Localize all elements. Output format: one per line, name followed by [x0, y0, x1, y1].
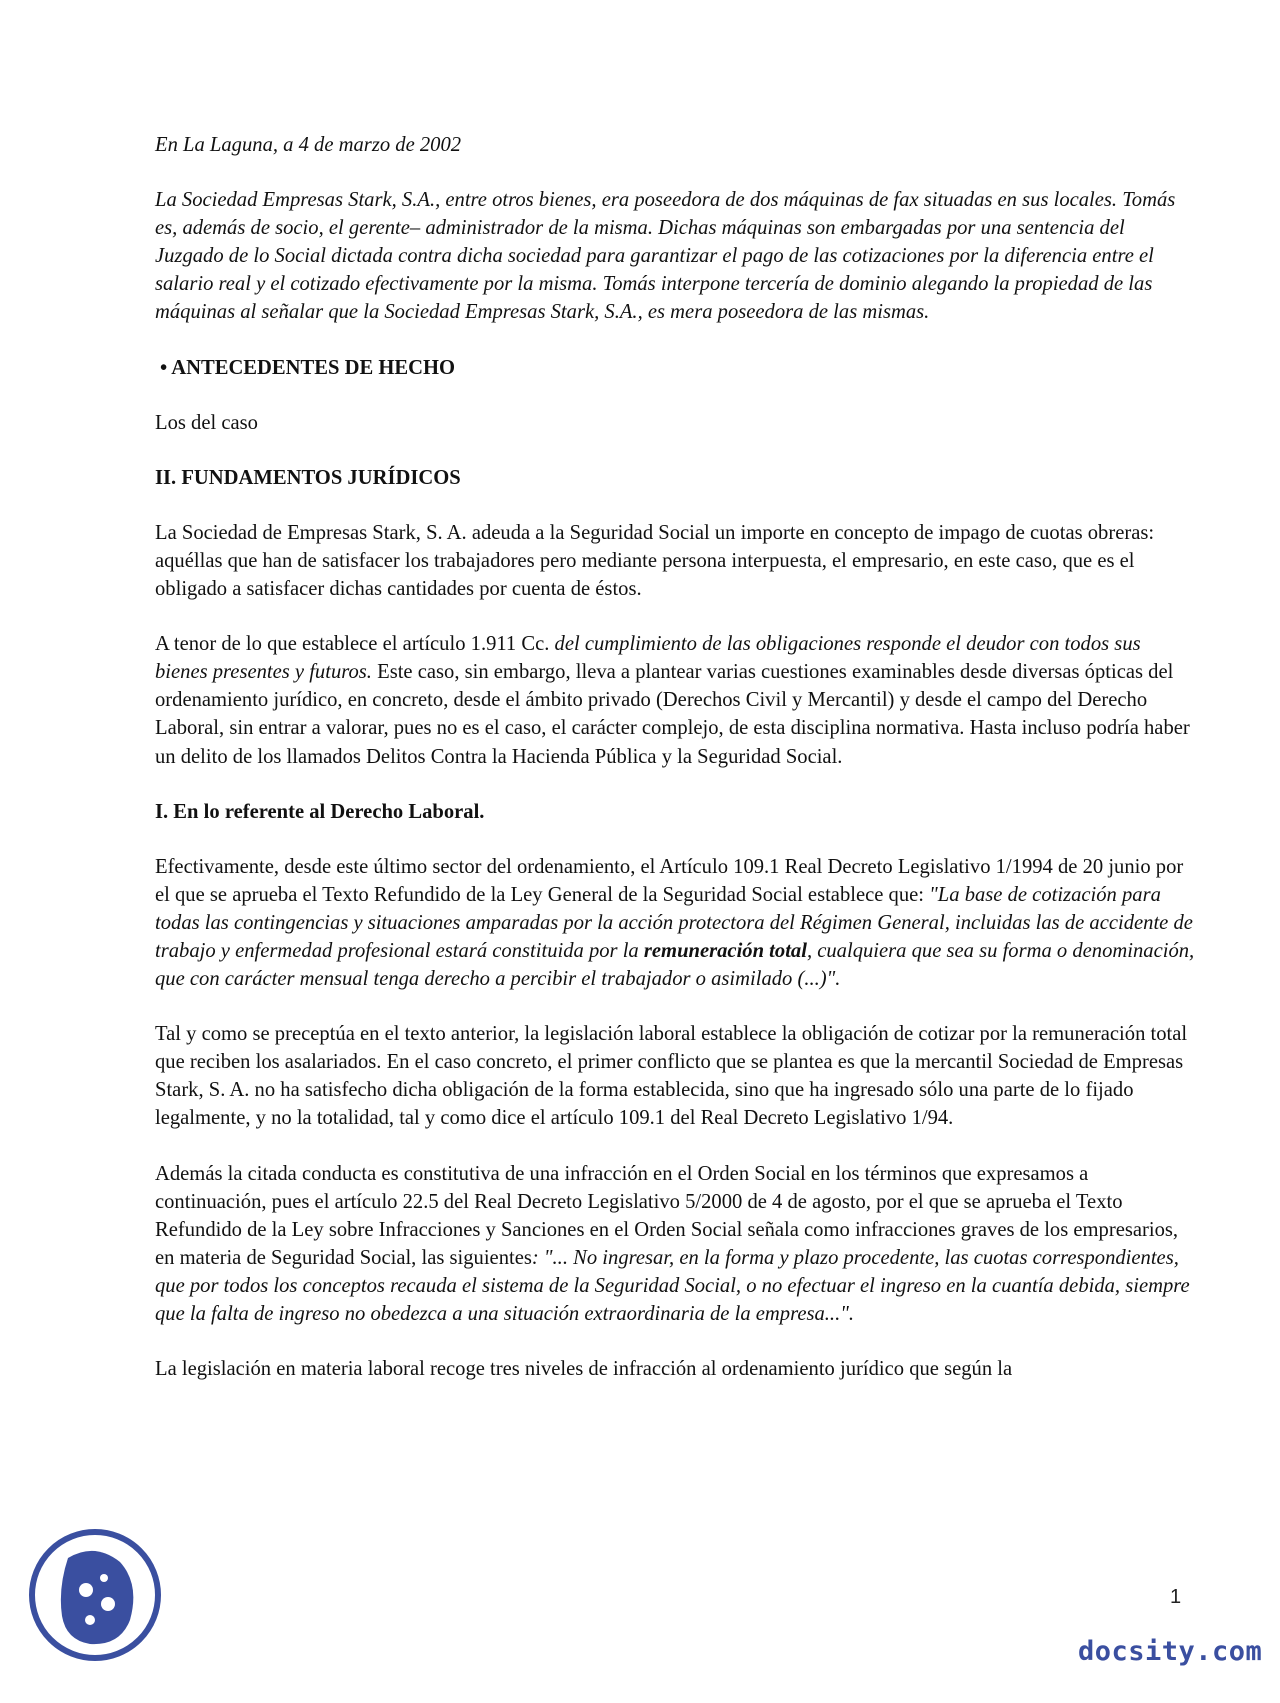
para3-bold: remuneración total: [643, 939, 807, 962]
date-line: En La Laguna, a 4 de marzo de 2002: [155, 134, 462, 156]
case-statement: La Sociedad Empresas Stark, S.A., entre otros bienes, era poseedora de dos máquinas de fax situadas en sus locales. Tomás es, además de socio, el gerente– administrador de la misma. Dichas máquinas son embargadas por una sentencia del Juzgado de lo Social dictada contra dicha sociedad para garantizar el pago de las cotizaciones por la diferencia entre el salario real y el cotizado efectivamente por la misma. Tomás interpone tercería de dominio alegando la propiedad de las máquinas al señalar que la Sociedad Empresas Stark, S.A., es mera poseedora de las mismas.: [155, 189, 1176, 324]
heading-fundamentos: II. FUNDAMENTOS JURÍDICOS: [155, 466, 461, 489]
para2-rest: Este caso, sin embargo, lleva a plantear varias cuestiones examinables desde diversas ópticas del ordenamiento jurídico, en concreto, desde el ámbito privado (Derechos Civil y Mercantil) y desde el campo del Derecho Laboral, sin entrar a valorar, pues no es el caso, el carácter complejo, de esta disciplina normativa. Hasta incluso podría haber un delito de los llamados Delitos Contra la Hacienda Pública y la Seguridad Social.: [155, 661, 1190, 768]
docsity-logo-icon: [28, 1528, 162, 1662]
docsity-brand[interactable]: docsity.com: [1078, 1636, 1263, 1667]
paragraph-articulo-109: [155, 853, 1195, 993]
para3-lead: Efectivamente, desde este último sector del ordenamiento, el Artículo 109.1 Real Decreto Legislativo 1/1994 de 20 junio por el que se aprueba el Texto Refundido de la Ley General de la Seguridad Social establece que:: [155, 855, 1184, 906]
para3-quote-end: , cualquiera que sea su forma o denominación, que con carácter mensual tenga derecho a percibir el trabajador o asimilado (...)".: [155, 939, 1195, 991]
page-number: 1: [1170, 1586, 1182, 1608]
para3-quote-start: "La base de cotización para todas las contingencias y situaciones amparadas por la acción protectora del Régimen General, incluidas las de accidente de trabajo y enfermedad profesional estará constituida por la: [155, 883, 1193, 962]
para5-lead: Además la citada conducta es constitutiva de una infracción en el Orden Social en los términos que expresamos a continuación, pues el artículo 22.5 del Real Decreto Legislativo 5/2000 de 4 de agosto, por el que se aprueba el Texto Refundido de la Ley sobre Infracciones y Sanciones en el Orden Social señala como infracciones graves de los empresarios, en materia de Seguridad Social, las siguientes: [155, 1162, 1179, 1269]
antecedentes-text: Los del caso: [155, 411, 258, 434]
paragraph-infraccion: [155, 1160, 1195, 1329]
para2-quote: del cumplimiento de las obligaciones responde el deudor con todos sus bienes presentes y futuros.: [155, 633, 1141, 684]
heading-derecho-laboral: I. En lo referente al Derecho Laboral.: [155, 800, 485, 823]
heading-antecedentes: • ANTECEDENTES DE HECHO: [160, 356, 456, 379]
para2-lead: A tenor de lo que establece el artículo 1.911 Cc.: [155, 633, 555, 656]
para5-quote: : "... No ingresar, en la forma y plazo procedente, las cuotas correspondientes, que por todos los conceptos recauda el sistema de la Seguridad Social, o no efectuar el ingreso en la cuantía debida, siempre que la falta de ingreso no obedezca a una situación extraordinaria de la empresa...".: [155, 1246, 1190, 1325]
document-page: [155, 131, 1195, 1410]
paragraph-remuneracion: Tal y como se preceptúa en el texto anterior, la legislación laboral establece la obligación de cotizar por la remuneración total que reciben los asalariados. En el caso concreto, el primer conflicto que se plantea es que la mercantil Sociedad de Empresas Stark, S. A. no ha satisfecho dicha obligación de la forma establecida, sino que ha ingresado sólo una parte de lo fijado legalmente, y no la totalidad, tal y como dice el artículo 109.1 del Real Decreto Legislativo 1/94.: [155, 1023, 1188, 1130]
paragraph-niveles: La legislación en materia laboral recoge tres niveles de infracción al ordenamiento jurídico que según la: [155, 1358, 1013, 1381]
paragraph-articulo-1911: [155, 630, 1195, 770]
paragraph-impago: La Sociedad de Empresas Stark, S. A. adeuda a la Seguridad Social un importe en concepto de impago de cuotas obreras: aquéllas que han de satisfacer los trabajadores pero mediante persona interpuesta, el empresario, en este caso, que es el obligado a satisfacer dichas cantidades por cuenta de éstos.: [155, 521, 1155, 601]
